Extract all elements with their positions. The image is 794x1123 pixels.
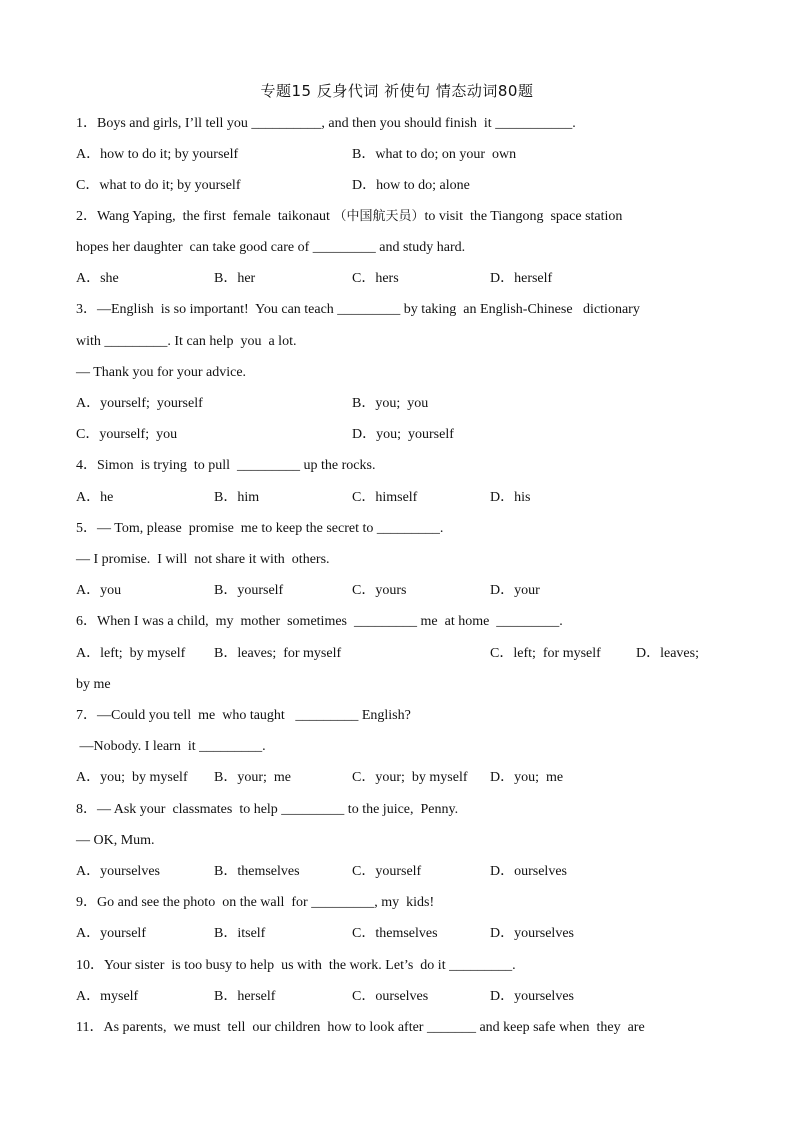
question-7-option-d: D．you; me [490, 770, 564, 785]
question-2-stem-pre: 2．Wang Yaping, the first female taikonaut [76, 209, 334, 224]
question-1-option-c: C．what to do it; by yourself [76, 178, 241, 193]
question-9-stem: 9．Go and see the photo on the wall for _________, my kids! [76, 895, 435, 910]
question-3-option-a: A．yourself; yourself [76, 396, 203, 411]
question-7-option-a: A．you; by myself [76, 770, 188, 785]
question-5-stem: 5．— Tom, please promise me to keep the secret to _________. [76, 521, 444, 536]
question-7-option-c: C．your; by myself [352, 770, 468, 785]
question-1-option-b: B．what to do; on your own [352, 147, 517, 162]
question-10-stem: 10．Your sister is too busy to help us with the work. Let’s do it _________. [76, 958, 516, 973]
question-3-option-b: B．you; you [352, 396, 429, 411]
question-7-reply: —Nobody. I learn it _________. [76, 739, 266, 754]
question-9-option-c: C．themselves [352, 926, 438, 941]
question-9-option-a: A．yourself [76, 926, 146, 941]
question-3-stem-line1: 3．—English is so important! You can teach _________ by taking an English-Chinese dictionary [76, 302, 640, 317]
question-4-option-b: B．him [214, 490, 260, 505]
question-2-stem-chinese: （中国航天员） [333, 209, 425, 224]
question-4-option-d: D．his [490, 490, 531, 505]
page-title: 专题15 反身代词 祈使句 情态动词80题 [260, 82, 534, 100]
question-8-reply: — OK, Mum. [76, 833, 155, 848]
question-10-option-a: A．myself [76, 989, 139, 1004]
question-4-option-c: C．himself [352, 490, 418, 505]
question-5-reply: — I promise. I will not share it with others. [76, 552, 330, 567]
question-10-option-d: D．yourselves [490, 989, 574, 1004]
question-1-option-a: A．how to do it; by yourself [76, 147, 239, 162]
question-4-stem: 4．Simon is trying to pull _________ up the rocks. [76, 458, 376, 473]
question-6-option-c: C．left; for myself [490, 646, 601, 661]
question-1-option-d: D．how to do; alone [352, 178, 470, 193]
question-10-option-c: C．ourselves [352, 989, 429, 1004]
question-6-option-d: D．leaves; [636, 646, 699, 661]
question-9-option-d: D．yourselves [490, 926, 574, 941]
question-2-stem-line1 [76, 207, 716, 227]
question-4-option-a: A．he [76, 490, 114, 505]
question-5-option-d: D．your [490, 583, 540, 598]
question-10-option-b: B．herself [214, 989, 276, 1004]
question-3-option-d: D．you; yourself [352, 427, 454, 442]
question-8-stem: 8．— Ask your classmates to help _________ to the juice, Penny. [76, 802, 459, 817]
question-8-option-c: C．yourself [352, 864, 422, 879]
question-3-option-c: C．yourself; you [76, 427, 178, 442]
question-2-stem-line2: hopes her daughter can take good care of _________ and study hard. [76, 240, 466, 255]
question-2-option-b: B．her [214, 271, 256, 286]
question-5-option-b: B．yourself [214, 583, 284, 598]
question-2-option-a: A．she [76, 271, 119, 286]
question-6-option-d-continued: by me [76, 677, 111, 692]
question-2-option-c: C．hers [352, 271, 399, 286]
question-9-option-b: B．itself [214, 926, 266, 941]
question-2-stem-post: to visit the Tiangong space station [424, 209, 623, 224]
question-6-stem: 6．When I was a child, my mother sometimes _________ me at home _________. [76, 614, 563, 629]
question-6-option-a: A．left; by myself [76, 646, 186, 661]
question-6-option-b: B．leaves; for myself [214, 646, 342, 661]
question-8-option-b: B．themselves [214, 864, 300, 879]
question-7-stem: 7．—Could you tell me who taught _________ English? [76, 708, 411, 723]
question-8-option-a: A．yourselves [76, 864, 160, 879]
question-5-option-a: A．you [76, 583, 122, 598]
question-1-stem: 1．Boys and girls, I’ll tell you __________, and then you should finish it ___________. [76, 116, 576, 131]
question-2-option-d: D．herself [490, 271, 553, 286]
question-11-stem: 11．As parents, we must tell our children how to look after _______ and keep safe when they are [76, 1020, 645, 1035]
question-3-reply: — Thank you for your advice. [76, 365, 247, 380]
question-5-option-c: C．yours [352, 583, 407, 598]
question-8-option-d: D．ourselves [490, 864, 567, 879]
question-7-option-b: B．your; me [214, 770, 291, 785]
question-3-stem-line2: with _________. It can help you a lot. [76, 334, 297, 349]
